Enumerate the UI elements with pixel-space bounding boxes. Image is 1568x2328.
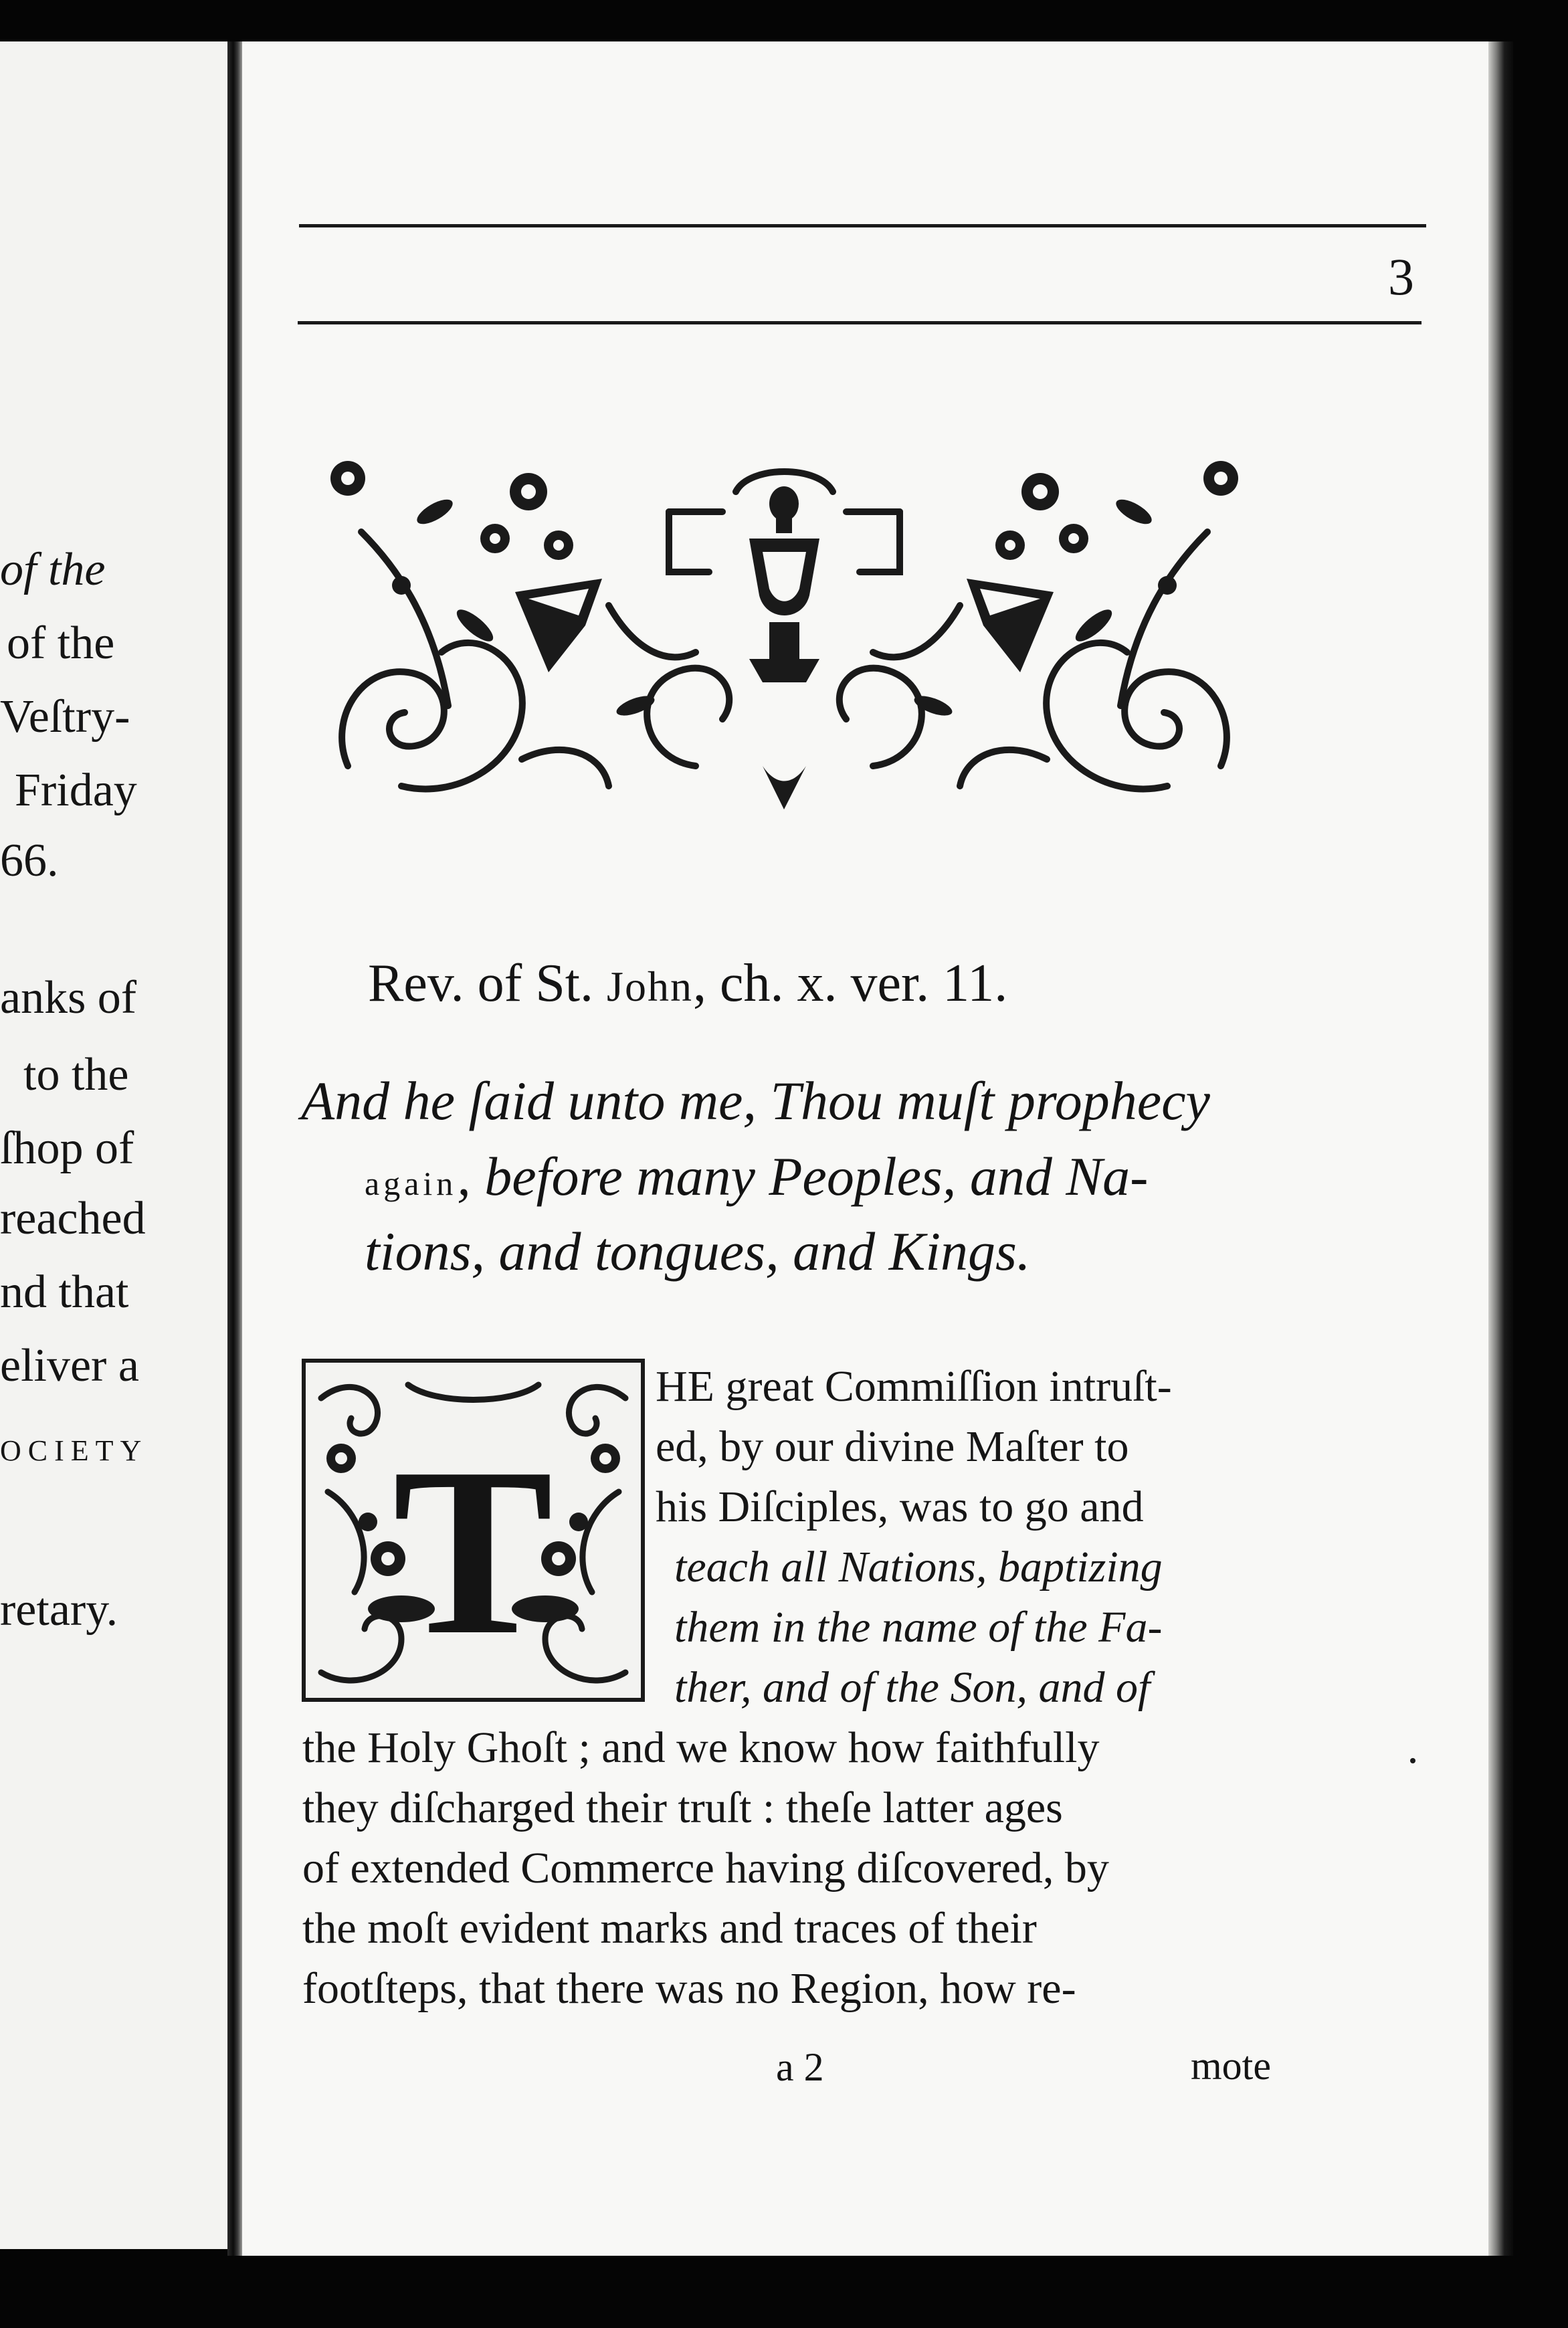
page-number: 3 (1388, 248, 1414, 306)
header-rule-top (299, 224, 1426, 227)
body-line: ed, by our divine Maſter to (656, 1422, 1129, 1471)
left-page-line: retary. (0, 1584, 118, 1636)
headpiece-ornament (321, 452, 1248, 809)
scan-border-bottom (0, 2256, 1568, 2328)
verse-small-caps: again (365, 1165, 458, 1202)
left-page-line: 66. (0, 835, 59, 886)
left-page-line: ſhop of (0, 1123, 134, 1174)
drop-cap-letter: T (392, 1418, 554, 1684)
page-edge (1488, 41, 1515, 2256)
body-line: footſteps, that there was no Region, how re- (302, 1964, 1076, 2013)
verse-line (365, 1146, 1149, 1207)
body-line: of extended Commerce having diſcovered, by (302, 1844, 1109, 1893)
body-line: them in the name of the Fa- (674, 1603, 1163, 1652)
left-page-line: nd that (0, 1266, 129, 1318)
decorated-initial (301, 1358, 646, 1703)
body-line: they diſcharged their truſt : theſe latter ages (302, 1783, 1063, 1832)
body-line: his Diſciples, was to go and (656, 1482, 1144, 1531)
header-rule-bottom (298, 321, 1422, 324)
verse-text: , before many Peoples, and Na- (457, 1146, 1149, 1207)
verse-line: And he ſaid unto me, Thou muſt prophecy (301, 1070, 1210, 1131)
book-gutter (227, 41, 242, 2256)
left-page-line: of the (7, 617, 115, 669)
ink-speck (1410, 1758, 1415, 1763)
left-page-line: Friday (15, 765, 137, 816)
signature-mark: a 2 (776, 2045, 824, 2089)
scripture-reference (368, 954, 1008, 1013)
left-page-line: of the (0, 544, 106, 595)
body-line: teach all Nations, baptizing (674, 1543, 1163, 1591)
body-line: the moſt evident marks and traces of their (302, 1904, 1037, 1953)
left-page (0, 41, 231, 2249)
left-page-line: anks of (0, 972, 137, 1024)
reference-suffix: , ch. x. ver. 11. (692, 954, 1008, 1013)
scan-border-top (0, 0, 1568, 41)
scan-border-right (1513, 0, 1568, 2328)
reference-name: John (607, 963, 693, 1010)
verse-line: tions, and tongues, and Kings. (365, 1221, 1031, 1282)
left-page-line: eliver a (0, 1340, 139, 1391)
body-line: ther, and of the Son, and of (674, 1663, 1151, 1712)
body-line: HE great Commiſſion intruſt- (656, 1362, 1172, 1411)
left-page-line: Veſtry- (0, 691, 130, 743)
catchword: mote (1191, 2044, 1271, 2088)
reference-prefix: Rev. of St. (368, 954, 607, 1013)
body-line: the Holy Ghoſt ; and we know how faithfully (302, 1723, 1100, 1772)
left-page-line: OCIETY (0, 1434, 149, 1467)
left-page-line: reached (0, 1193, 146, 1244)
left-page-line: to the (23, 1049, 129, 1100)
